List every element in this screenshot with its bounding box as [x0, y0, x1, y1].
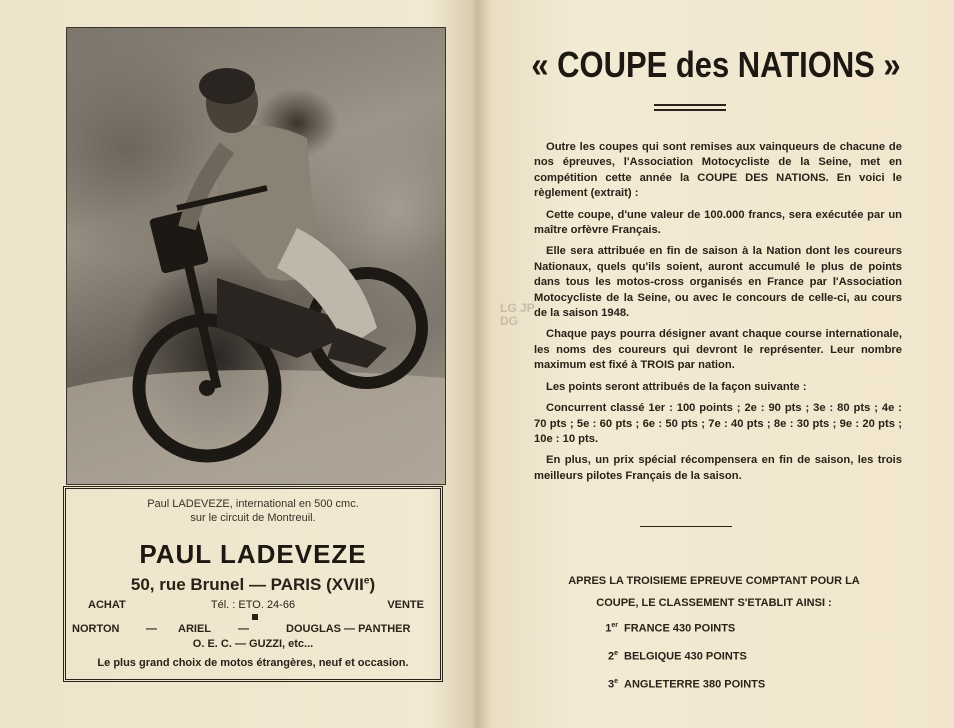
- standing-row: 3e ANGLETERRE 380 POINTS: [607, 678, 766, 691]
- page-title: « COUPE des NATIONS »: [531, 44, 901, 85]
- right-page: [478, 0, 954, 728]
- ad-tagline: Le plus grand choix de motos étrangères, neuf et occasion.: [97, 657, 409, 669]
- standing-row: 2e BELGIQUE 430 POINTS: [607, 650, 747, 663]
- paragraph-selection: Chaque pays pourra désigner avant chaque course internationale, les noms des coureurs qui devront le représenter. Leur nombre maximum est fixé à TROIS par nation.: [534, 328, 902, 372]
- paragraph-points-table: Concurrent classé 1er : 100 points ; 2e : 90 pts ; 3e : 80 pts ; 4e : 70 pts ; 5e : 60 pts ; 6e : 50 pts ; 7e : 40 pts ; 8e : 30 pts ; 9e : 20 pts ; 10e : 10 pts.: [534, 402, 902, 445]
- title-rule-top: [654, 104, 726, 106]
- brand-sep-1: —: [146, 623, 157, 635]
- brand-ariel: ARIEL: [178, 623, 211, 635]
- ad-brands-row-2: O. E. C. — GUZZI, etc...: [192, 638, 314, 650]
- paragraph-points-intro: Les points seront attribués de la façon suivante :: [546, 380, 807, 393]
- ad-address: 50, rue Brunel — PARIS (XVIIe): [130, 575, 376, 594]
- brand-norton: NORTON: [72, 623, 120, 635]
- brand-douglas-panther: DOUGLAS — PANTHER: [286, 623, 411, 635]
- left-page: [0, 0, 472, 728]
- motorcycle-illustration: [67, 28, 445, 484]
- standings-intro-line-1: APRES LA TROISIEME EPREUVE COMPTANT POUR LA: [568, 575, 860, 587]
- brand-sep-2: —: [238, 623, 249, 635]
- ad-achat: ACHAT: [88, 599, 126, 611]
- title-rule-bottom: [654, 109, 726, 111]
- ad-business-name: PAUL LADEVEZE: [139, 539, 367, 569]
- caption-line-1: Paul LADEVEZE, international en 500 cmc.: [147, 498, 359, 510]
- standings-intro: [514, 570, 914, 614]
- advertisement-box: [63, 486, 443, 682]
- square-bullet-icon: [252, 614, 258, 620]
- ad-telephone: Tél. : ETO. 24-66: [210, 599, 296, 611]
- rules-text: [534, 140, 902, 490]
- standing-row: 1er FRANCE 430 POINTS: [605, 622, 736, 635]
- photo-caption: [66, 497, 440, 525]
- standings-intro-line-2: COUPE, LE CLASSEMENT S'ETABLIT AINSI :: [596, 597, 832, 609]
- section-divider: [640, 526, 732, 527]
- paragraph-special-prize: En plus, un prix spécial récompensera en fin de saison, les trois meilleurs pilotes Français de la saison.: [534, 454, 902, 482]
- caption-line-2: sur le circuit de Montreuil.: [190, 512, 316, 524]
- paragraph-award: Elle sera attribuée en fin de saison à la Nation dont les coureurs Nationaux, quels qu'ils soient, auront accumulé le plus de points dans tous les motos-cross organisés en France par l'Association Motocycliste de la Seine, ou avec le concours de celle-ci, au cours de la saison 1948.: [534, 245, 902, 320]
- paragraph-value: Cette coupe, d'une valeur de 100.000 francs, sera exécutée par un maître orfèvre Français.: [534, 208, 902, 237]
- rider-photo: [66, 27, 446, 485]
- watermark-stamp: LG JP DG: [500, 301, 535, 328]
- paragraph-intro: Outre les coupes qui sont remises aux vainqueurs de chacune de nos épreuves, l'Association Motocycliste de la Seine, met en compétition cette année la COUPE DES NATIONS. En voici le règlement (extrait) :: [534, 141, 902, 200]
- ad-vente: VENTE: [387, 599, 424, 611]
